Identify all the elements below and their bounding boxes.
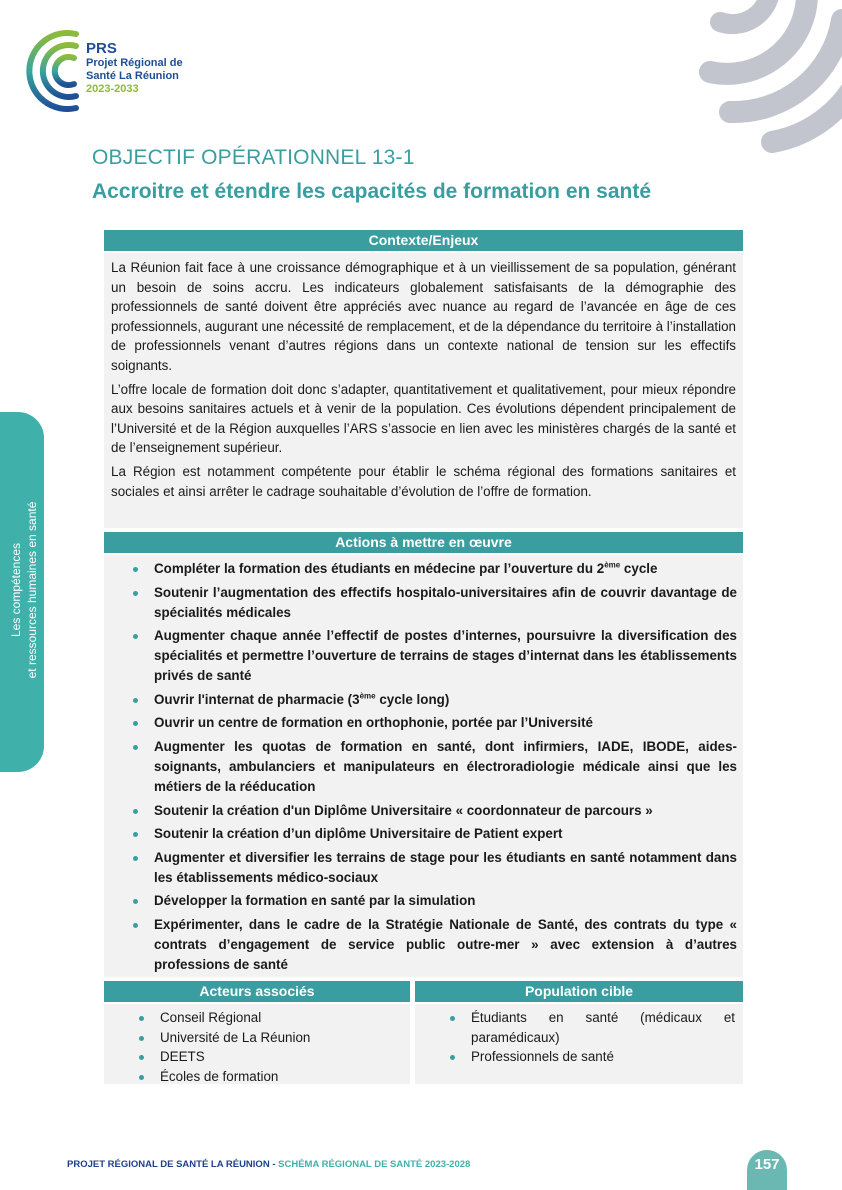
footer (67, 1159, 470, 1170)
logo-line-1: Projet Régional de (86, 57, 183, 69)
actors-panel (104, 1004, 410, 1084)
side-label-line-1: Les compétences (9, 542, 23, 638)
action-text: Compléter la formation des étudiants en médecine par l’ouverture du 2 (154, 561, 605, 576)
context-paragraph: La Région est notamment compétente pour établir le schéma régional des formations sanitaires et sociales et ainsi arrêter le cadrage souhaitable d’évolution de l’offre de formation. (111, 463, 736, 499)
footer-project: PROJET RÉGIONAL DE SANTÉ LA RÉUNION - (67, 1159, 279, 1170)
population-item: Professionnels de santé (471, 1047, 735, 1067)
action-item: Augmenter chaque année l’effectif de postes d’internes, poursuivre la diversification des spécialités et permettre l’ouverture de terrains de stages d’internat dans les établissements privés de santé (154, 626, 737, 686)
superscript: ème (359, 691, 376, 701)
population-list (415, 1004, 743, 1067)
action-item: Soutenir la création d’un diplôme Universitaire de Patient expert (154, 824, 737, 844)
action-item (154, 690, 737, 710)
actions-list (104, 555, 743, 975)
action-item: Soutenir la création d'un Diplôme Universitaire « coordonnateur de parcours » (154, 801, 737, 821)
context-heading: Contexte/Enjeux (104, 230, 743, 251)
decorative-arcs-icon (692, 0, 842, 160)
action-text: cycle long) (375, 691, 450, 707)
objective-title: Accroitre et étendre les capacités de formation en santé (92, 180, 652, 203)
actors-list (104, 1004, 410, 1086)
context-paragraph: L’offre locale de formation doit donc s’adapter, quantitativement et qualitativement, pour mieux répondre aux besoins sanitaires actuels et à venir de la population. Ces évolutions dépendent principalement de l’Université et de la Région auxquelles l’ARS s’associe en lien avec les ministères chargés de la santé et de l’enseignement supérieur. (111, 381, 736, 456)
superscript: ème (604, 560, 621, 570)
footer-schema: SCHÉMA RÉGIONAL DE SANTÉ 2023-2028 (278, 1159, 471, 1170)
population-item: Étudiants en santé (médicaux et paramédicaux) (471, 1008, 735, 1047)
actions-panel (104, 555, 743, 977)
prs-logo (26, 30, 226, 112)
action-item: Soutenir l’augmentation des effectifs hospitalo-universitaires afin de couvrir davantage de spécialités médicales (154, 583, 737, 623)
logo-years: 2023-2033 (86, 83, 139, 95)
context-panel (104, 253, 743, 528)
action-item: Développer la formation en santé par la simulation (154, 891, 737, 911)
actor-item: DEETS (160, 1047, 402, 1067)
actions-heading: Actions à mettre en œuvre (104, 532, 743, 553)
actors-heading: Acteurs associés (104, 981, 410, 1002)
action-item: Augmenter les quotas de formation en santé, dont infirmiers, IADE, IBODE, aides-soignants, ambulanciers et manipulateurs en électroradiologie médicale ainsi que les métiers de la rééducation (154, 737, 737, 797)
action-item: Ouvrir un centre de formation en orthophonie, portée par l’Université (154, 713, 737, 733)
side-section-label (8, 460, 40, 720)
page-number: 157 (747, 1150, 787, 1190)
side-label-line-2: et ressources humaines en santé (25, 501, 39, 679)
context-paragraph: La Réunion fait face à une croissance démographique et à un vieillissement de sa population, générant un besoin de soins accru. Les indicateurs globalement satisfaisants de la démographie des professionnels de santé doivent être appréciés avec nuance au regard de l’avancée en âge de ces professionnels, augurant une nécessité de remplacement, et de la dépendance du territoire à l’installation de professionnels venant d’autres régions dans un contexte national de tension sur les effectifs soignants. (111, 260, 736, 373)
population-heading: Population cible (415, 981, 743, 1002)
action-text: cycle (620, 561, 658, 576)
action-item (154, 559, 737, 579)
action-text: Ouvrir l'internat de pharmacie (3 (154, 691, 360, 707)
action-item: Augmenter et diversifier les terrains de stage pour les étudiants en santé notamment dans les établissements médico-sociaux (154, 848, 737, 888)
action-item: Expérimenter, dans le cadre de la Stratégie Nationale de Santé, des contrats du type « contrats d’engagement de service public outre-mer » avec extension à d’autres professions de santé (154, 915, 737, 975)
actor-item: Écoles de formation (160, 1067, 402, 1087)
prs-logo-arcs-icon (26, 30, 84, 112)
logo-acronym: PRS (86, 40, 117, 57)
actor-item: Conseil Régional (160, 1008, 402, 1028)
actor-item: Université de La Réunion (160, 1028, 402, 1048)
population-panel (415, 1004, 743, 1084)
logo-line-2: Santé La Réunion (86, 70, 179, 82)
objective-label: OBJECTIF OPÉRATIONNEL 13-1 (92, 146, 415, 169)
